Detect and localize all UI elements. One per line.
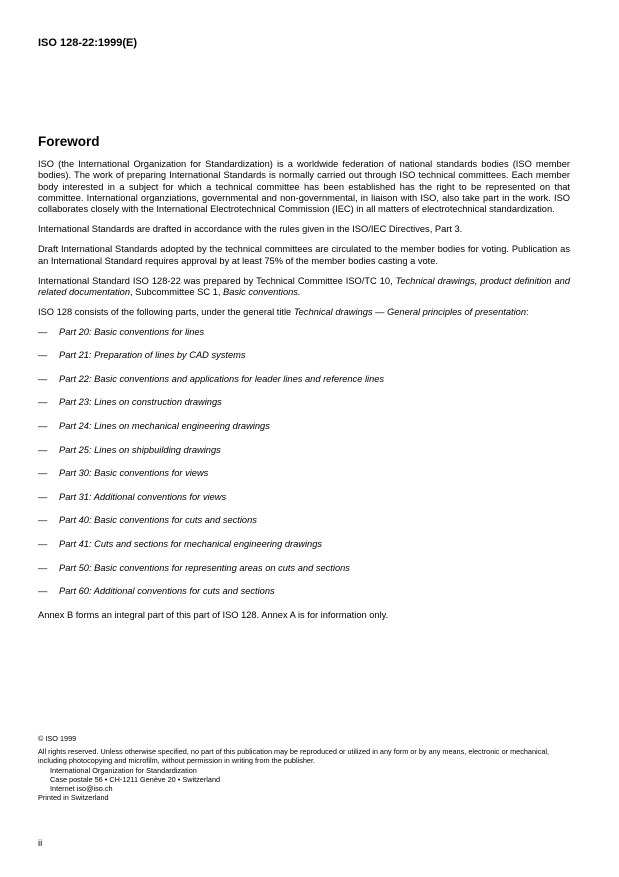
copyright-line: © ISO 1999 <box>38 734 77 743</box>
list-item <box>38 563 570 574</box>
paragraph-drafting: International Standards are drafted in accordance with the rules given in the ISO/IEC Directives, Part 3. <box>38 224 463 235</box>
list-item-text: Part 60: Additional conventions for cuts and sections <box>59 586 275 597</box>
list-item-text: Part 23: Lines on construction drawings <box>59 397 222 408</box>
section-title: Foreword <box>38 134 100 149</box>
list-item-text: Part 30: Basic conventions for views <box>59 468 209 479</box>
parts-list <box>38 327 570 598</box>
text-run: ISO 128 consists of the following parts, under the general title <box>38 306 294 317</box>
dash-bullet: — <box>38 350 48 361</box>
list-item <box>38 515 570 526</box>
list-item <box>38 327 570 338</box>
paragraph-annex: Annex B forms an integral part of this part of ISO 128. Annex A is for information only. <box>38 609 389 620</box>
rights-statement: All rights reserved. Unless otherwise specified, no part of this publication may be reproduced or utilized in any form or by any means, electronic or mechanical, including photocopying and microfilm, without permission in writing from the publisher. <box>38 747 550 766</box>
text-run: International Standard ISO 128-22 was prepared by Technical Committee ISO/TC 10, <box>38 275 396 286</box>
list-item-text: Part 21: Preparation of lines by CAD systems <box>59 350 246 361</box>
dash-bullet: — <box>38 586 48 597</box>
copyright-notice <box>38 734 578 802</box>
list-item-text: Part 24: Lines on mechanical engineering drawings <box>59 421 270 432</box>
committee-title: Technical drawings, product definition and related documentation <box>38 275 571 297</box>
list-item-text: Part 31: Additional conventions for views <box>59 491 227 502</box>
list-item-text: Part 40: Basic conventions for cuts and sections <box>59 515 257 526</box>
text-run: : <box>526 306 529 317</box>
paragraph-voting: Draft International Standards adopted by the technical committees are circulated to the member bodies for voting. Publication as an International Standard requires approval by at least 75% of the member bodies casting a vote. <box>38 244 570 266</box>
organization-name: International Organization for Standardization <box>50 765 197 775</box>
list-item <box>38 492 570 503</box>
list-item-text: Part 50: Basic conventions for representing areas on cuts and sections <box>59 562 350 573</box>
dash-bullet: — <box>38 562 48 573</box>
list-item-text: Part 20: Basic conventions for lines <box>59 326 205 337</box>
list-item-text: Part 41: Cuts and sections for mechanical engineering drawings <box>59 538 323 549</box>
dash-bullet: — <box>38 538 48 549</box>
general-title: Technical drawings — General principles of presentation <box>293 306 527 317</box>
list-item <box>38 445 570 456</box>
paragraph-preparation <box>38 276 570 299</box>
dash-bullet: — <box>38 491 48 502</box>
subcommittee-title: Basic conventions. <box>223 286 301 297</box>
dash-bullet: — <box>38 373 48 384</box>
dash-bullet: — <box>38 444 48 455</box>
list-item <box>38 586 570 597</box>
list-item <box>38 397 570 408</box>
dash-bullet: — <box>38 326 48 337</box>
list-item <box>38 468 570 479</box>
list-item <box>38 374 570 385</box>
internet-address: Internet iso@iso.ch <box>50 784 113 794</box>
printed-in: Printed in Switzerland <box>38 793 109 803</box>
dash-bullet: — <box>38 468 48 479</box>
paragraph-iso-description: ISO (the International Organization for Standardization) is a worldwide federation of national standards bodies (ISO member bodies). The work of preparing International Standards is normally carried out through ISO technical committees. Each member body interested in a subject for which a technical committee has been established has the right to be represented on that committee. International organziations, governmental and non-governmental, in liaison with ISO, also take part in the work. ISO collaborates closely with the International Electrotechnical Commission (IEC) in all matters of electrotechnical standardization. <box>38 159 570 215</box>
list-item-text: Part 22: Basic conventions and applications for leader lines and reference lines <box>59 373 385 384</box>
postal-address: Case postale 56 • CH-1211 Genève 20 • Switzerland <box>50 774 221 784</box>
document-id: ISO 128-22:1999(E) <box>38 37 138 49</box>
dash-bullet: — <box>38 515 48 526</box>
foreword-body <box>38 159 570 630</box>
text-run: , Subcommittee SC 1, <box>130 286 224 297</box>
list-item <box>38 421 570 432</box>
page-number: ii <box>38 838 43 849</box>
list-item <box>38 539 570 550</box>
dash-bullet: — <box>38 397 48 408</box>
dash-bullet: — <box>38 421 48 432</box>
list-item-text: Part 25: Lines on shipbuilding drawings <box>59 444 221 455</box>
paragraph-parts-intro <box>38 307 570 318</box>
list-item <box>38 350 570 361</box>
